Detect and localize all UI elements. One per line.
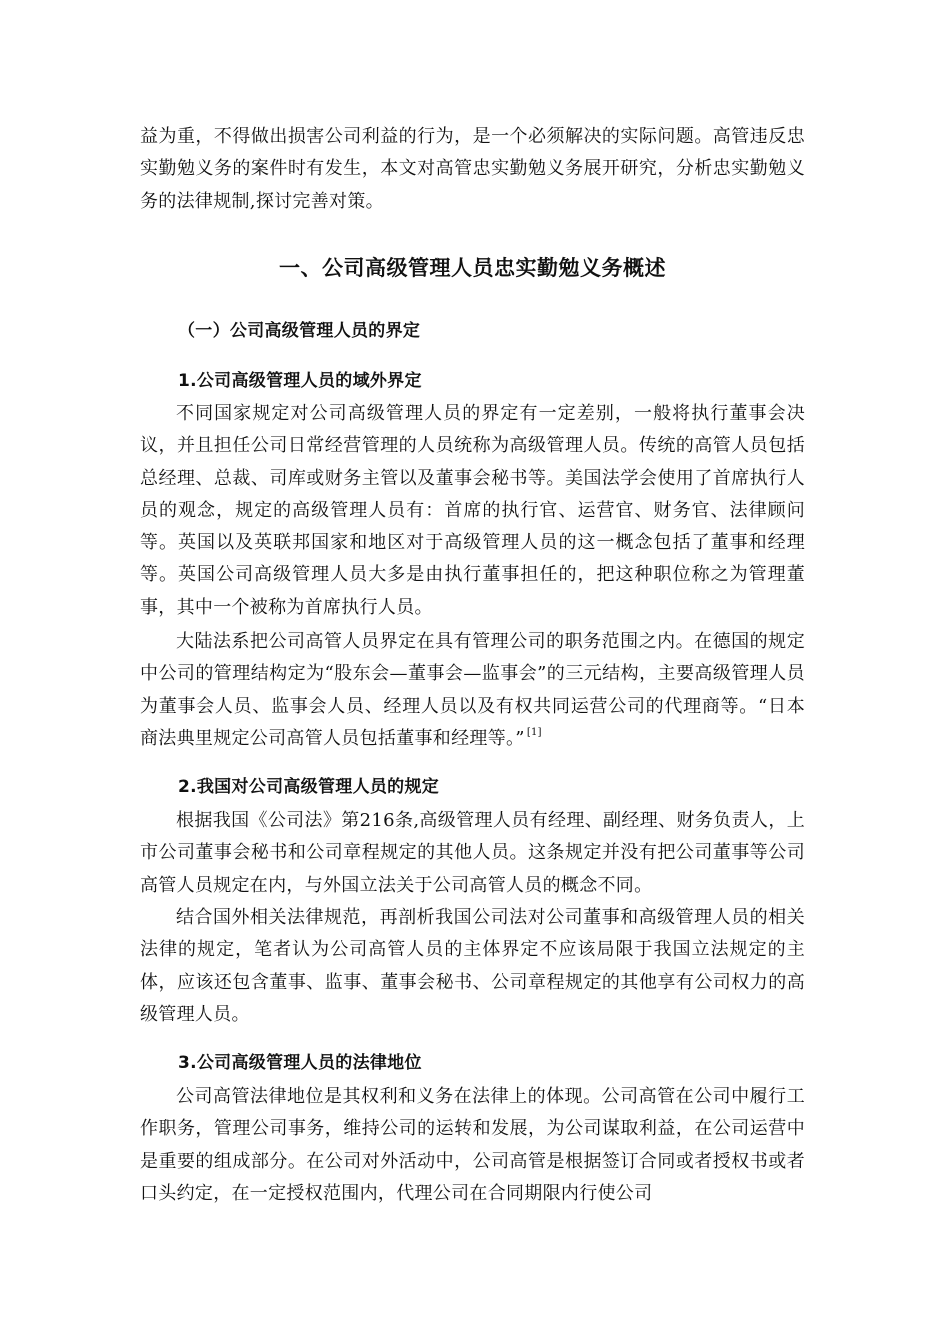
chapter-title: 一、公司高级管理人员忠实勤勉义务概述 (279, 256, 666, 280)
paragraph-foreign-definition: 不同国家规定对公司高级管理人员的界定有一定差别，一般将执行董事会决议，并且担任公司日常经营管理的人员统称为高级管理人员。传统的高管人员包括总经理、总裁、司库或财务主管以及董事会秘书等。美国法学会使用了首席执行人员的观念，规定的高级管理人员有：首席的执行官、运营官、财务官、法律顾问等。英国以及英联邦国家和地区对于高级管理人员的这一概念包括了董事和经理等。英国公司高级管理人员大多是由执行董事担任的，把这种职位称之为管理董事，其中一个被称为首席执行人员。 (140, 403, 805, 618)
subsection-title-1: 1.公司高级管理人员的域外界定 (178, 371, 422, 391)
intro-paragraph: 益为重，不得做出损害公司利益的行为，是一个必须解决的实际问题。高管违反忠实勤勉义务的案件时有发生，本文对高管忠实勤勉义务展开研究，分析忠实勤勉义务的法律规制,探讨完善对策。 (140, 126, 805, 212)
subsection-title-3: 3.公司高级管理人员的法律地位 (178, 1053, 422, 1073)
paragraph-civil-law-text: 大陆法系把公司高管人员界定在具有管理公司的职务范围之内。在德国的规定中公司的管理结构定为“股东会—董事会—监事会”的三元结构，主要高级管理人员为董事会人员、监事会人员、经理人员以及有权共同运营公司的代理商等。“日本商法典里规定公司高管人员包括董事和经理等。” (140, 631, 805, 749)
paragraph-civil-law (140, 626, 805, 755)
paragraph-legal-status: 公司高管法律地位是其权利和义务在法律上的体现。公司高管在公司中履行工作职务，管理公司事务，维持公司的运转和发展，为公司谋取利益，在公司运营中是重要的组成部分。在公司对外活动中，公司高管是根据签订合同或者授权书或者口头约定，在一定授权范围内，代理公司在合同期限内行使公司 (140, 1086, 805, 1204)
paragraph-china-law: 根据我国《公司法》第216条,高级管理人员有经理、副经理、财务负责人，上市公司董事会秘书和公司章程规定的其他人员。这条规定并没有把公司董事等公司高管人员规定在内，与外国立法关于公司高管人员的概念不同。 (140, 810, 805, 896)
subsection-title-2: 2.我国对公司高级管理人员的规定 (178, 777, 440, 797)
section-title: （一）公司高级管理人员的界定 (178, 321, 421, 341)
citation-ref: [1] (526, 726, 542, 738)
paragraph-author-view: 结合国外相关法律规范，再剖析我国公司法对公司董事和高级管理人员的相关法律的规定，笔者认为公司高管人员的主体界定不应该局限于我国立法规定的主体，应该还包含董事、监事、董事会秘书、公司章程规定的其他享有公司权力的高级管理人员。 (140, 907, 805, 1025)
